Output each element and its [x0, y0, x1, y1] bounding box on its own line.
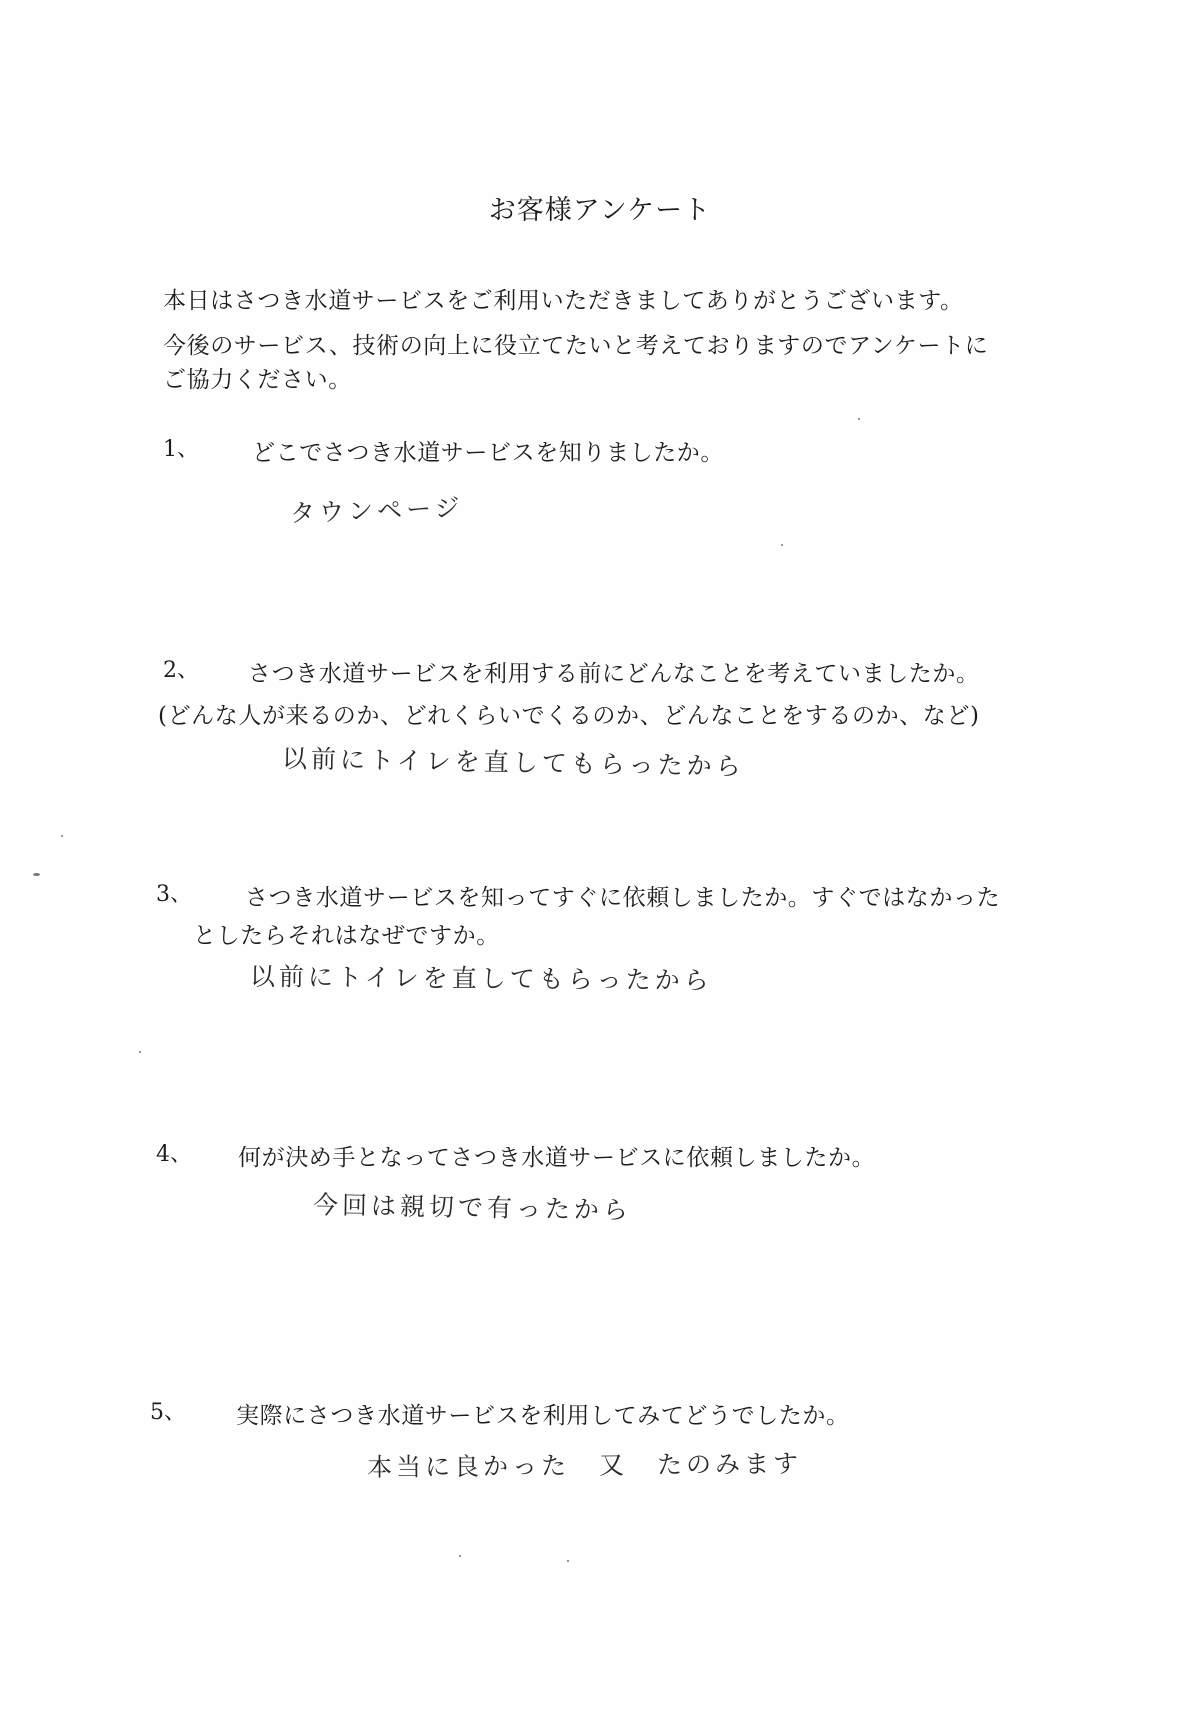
- scan-speck: [33, 873, 40, 876]
- question-5-text: 実際にさつき水道サービスを利用してみてどうでしたか。: [236, 1403, 850, 1429]
- scan-speck: [781, 544, 783, 546]
- page-title: お客様アンケート: [488, 195, 712, 226]
- question-1-answer: タウンページ: [289, 492, 465, 529]
- question-5-number: 5、: [150, 1400, 186, 1425]
- intro-line-1: 本日はさつき水道サービスをご利用いただきましてありがとうございます。: [163, 288, 964, 314]
- question-4-number: 4、: [156, 1142, 192, 1167]
- scan-speck: [858, 418, 860, 420]
- scan-speck: [61, 835, 63, 837]
- question-1-number: 1、: [163, 437, 199, 462]
- question-3-answer: 以前にトイレを直してもらったから: [249, 961, 713, 996]
- question-3-text-line-2: としたらそれはなぜですか。: [193, 923, 500, 949]
- scan-speck: [567, 1560, 569, 1562]
- question-3-text-line-1: さつき水道サービスを知ってすぐに依頼しましたか。すぐではなかった: [245, 885, 1001, 911]
- question-4-text: 何が決め手となってさつき水道サービスに依頼しましたか。: [238, 1145, 876, 1171]
- question-3-number: 3、: [156, 882, 192, 907]
- question-2-number: 2、: [163, 658, 199, 683]
- question-4-answer: 今回は親切で有ったから: [312, 1190, 633, 1225]
- scan-speck: [139, 1051, 141, 1053]
- question-1-text: どこでさつき水道サービスを知りましたか。: [252, 440, 724, 466]
- intro-line-2: 今後のサービス、技術の向上に役立てたいと考えておりますのでアンケートに: [163, 333, 989, 359]
- question-2-text-line-1: さつき水道サービスを利用する前にどんなことを考えていましたか。: [248, 661, 980, 687]
- question-2-answer: 以前にトイレを直してもらったから: [281, 743, 745, 782]
- question-5-answer: 本当に良かった 又 たのみます: [366, 1449, 803, 1482]
- intro-line-3: ご協力ください。: [163, 367, 352, 393]
- scan-speck: [459, 1555, 461, 1557]
- question-2-text-line-2: (どんな人が来るのか、どれくらいでくるのか、どんなことをするのか、など): [158, 703, 980, 729]
